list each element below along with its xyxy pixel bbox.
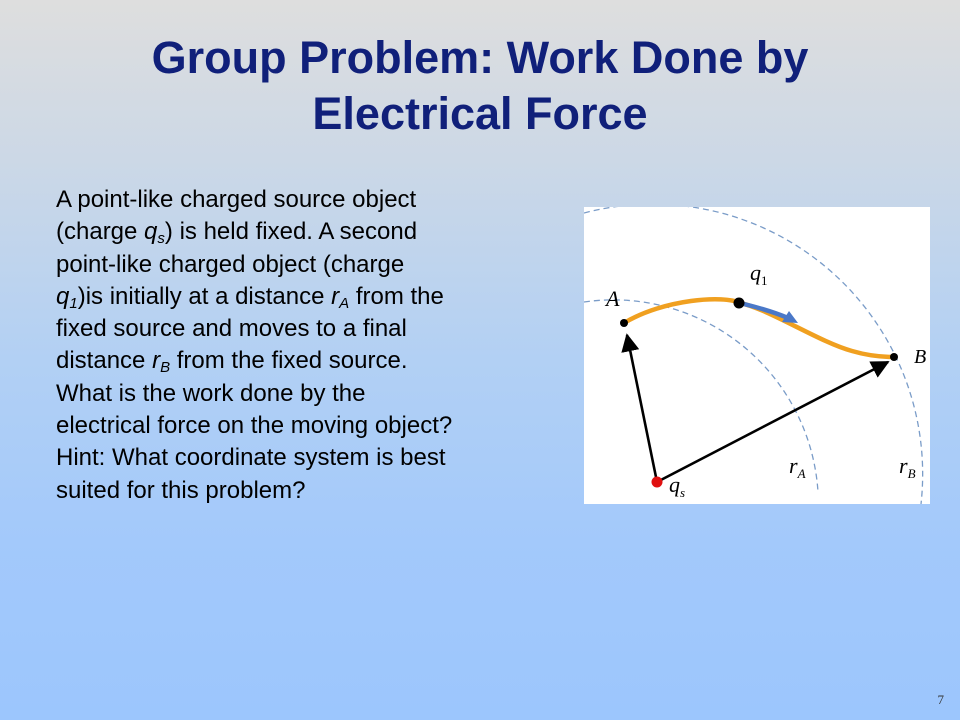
label-qs-subscript: s: [680, 485, 686, 500]
problem-line: [56, 216, 596, 248]
text-run: electrical force on the moving object?: [56, 412, 453, 440]
label-rA-symbol: r: [789, 453, 798, 478]
label-qs-symbol: q: [669, 472, 680, 497]
source-charge-dot: [652, 477, 663, 488]
label-q1-symbol: q: [750, 260, 761, 285]
slide-number: 7: [937, 692, 944, 707]
label-rA: [789, 453, 806, 481]
problem-line: [56, 313, 596, 345]
point-A-dot: [620, 319, 628, 327]
circle-rA: [584, 300, 818, 492]
work-diagram: [584, 207, 930, 504]
problem-line: [56, 345, 596, 377]
problem-line: [56, 378, 596, 410]
charge-symbol: q: [144, 218, 158, 246]
charge-symbol: q: [56, 282, 70, 310]
velocity-arrow: [744, 304, 788, 318]
label-rB-subscript: B: [907, 466, 916, 481]
title-line-1: Group Problem: Work Done by: [151, 32, 809, 83]
text-run: What is the work done by the: [56, 379, 366, 407]
radius-symbol: r: [331, 282, 340, 310]
problem-statement: [56, 184, 596, 507]
radius-subscript: A: [339, 294, 350, 312]
text-run: (charge: [56, 218, 145, 246]
text-run: A point-like charged source object: [56, 186, 417, 213]
text-run: from the fixed source.: [170, 347, 408, 375]
problem-line: [56, 281, 596, 313]
diagram-canvas: [584, 207, 930, 504]
moving-charge-dot: [734, 298, 745, 309]
label-B: B: [914, 346, 927, 368]
title-line-2: Electrical Force: [312, 88, 648, 139]
text-run: distance: [56, 347, 153, 375]
text-run: from the: [349, 282, 444, 310]
problem-line: [56, 249, 596, 281]
problem-line: [56, 442, 596, 474]
label-q1: [750, 260, 768, 288]
slide-title: [60, 30, 900, 142]
label-rB: [899, 453, 916, 481]
text-run: ) is held fixed. A second: [164, 218, 418, 246]
charge-subscript: s: [157, 230, 165, 248]
text-run: suited for this problem?: [56, 476, 306, 504]
label-q1-subscript: 1: [761, 273, 768, 288]
charge-subscript: 1: [69, 294, 78, 312]
vector-rA: [627, 335, 657, 482]
radius-subscript: B: [160, 359, 171, 377]
problem-line: [56, 410, 596, 442]
vector-rB: [657, 362, 888, 482]
label-rA-subscript: A: [797, 466, 806, 481]
radius-symbol: r: [152, 347, 161, 375]
text-run: fixed source and moves to a final: [56, 315, 407, 343]
text-run: point-like charged object (charge: [56, 250, 405, 278]
label-qs: [669, 472, 685, 500]
text-run: )is initially at a distance: [77, 282, 332, 310]
problem-line: [56, 184, 596, 216]
label-rB-symbol: r: [899, 453, 908, 478]
text-run: Hint: What coordinate system is best: [56, 444, 446, 472]
problem-line: [56, 475, 596, 507]
label-A: A: [606, 286, 620, 311]
point-B-dot: [890, 353, 898, 361]
